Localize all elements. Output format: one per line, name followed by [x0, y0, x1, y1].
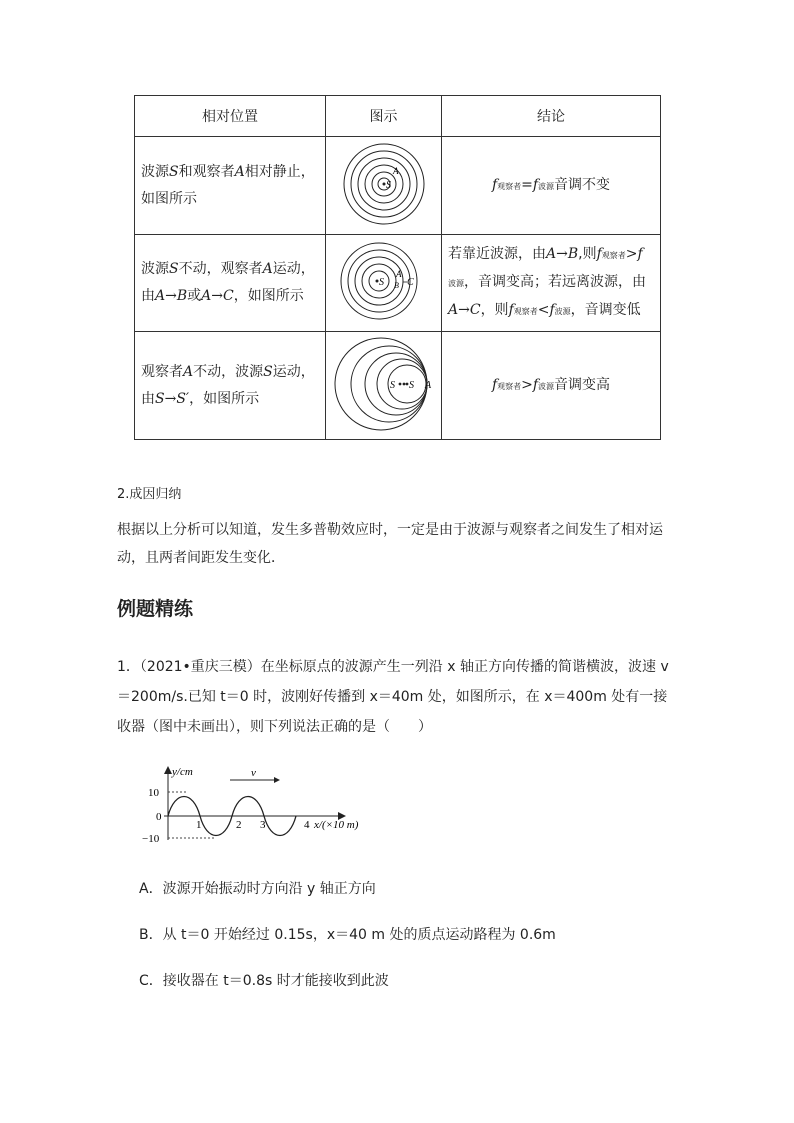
option-c	[139, 966, 389, 996]
text: >f	[625, 246, 643, 262]
text: ，如图所示	[233, 288, 304, 304]
text: ，音调变高；若远离波源，由	[464, 274, 646, 290]
text: ，如图所示	[189, 390, 260, 407]
table-row	[135, 332, 661, 440]
x-tick-3: 3	[260, 819, 266, 831]
text: 观察者	[497, 381, 522, 391]
question-number: 1．	[117, 659, 140, 675]
option-a	[139, 874, 376, 904]
option-label: A．	[139, 881, 163, 897]
text: S	[263, 363, 273, 380]
text: 波源	[141, 261, 169, 277]
text: 音调变高	[554, 376, 611, 393]
option-text: 接收器在 t＝0.8s 时才能接收到此波	[162, 973, 389, 989]
x-tick-4: 4	[304, 819, 310, 831]
source-s-label: S	[389, 379, 395, 391]
y-tick-0: 0	[156, 811, 162, 823]
x-tick-2: 2	[236, 819, 242, 831]
text: 和观察者	[178, 163, 235, 180]
row3-conclusion	[442, 332, 661, 440]
text: 相对静止，	[244, 163, 315, 180]
concentric-waves-static-diagram	[339, 139, 429, 229]
row1-diagram	[326, 137, 442, 235]
row2-description	[135, 235, 326, 332]
table-header-row	[135, 96, 661, 137]
text: ，则	[480, 302, 509, 318]
header-conclusion: 结论	[442, 96, 661, 137]
observer-a-label: A	[395, 269, 401, 279]
text: A→B	[155, 288, 188, 304]
y-axis-label: y/cm	[172, 766, 193, 778]
option-label: C．	[139, 973, 163, 989]
source-s-label: S	[385, 179, 391, 191]
question-text: （2021•重庆三模）在坐标原点的波源产生一列沿 x 轴正方向传播的简谐横波，波速 v＝200m/s.已知 t＝0 时，波刚好传播到 x＝40m 处，如图所示，在 x＝400m 处有一接收器（图中未画出），则下列说法正确的是（ ）	[117, 659, 669, 735]
observer-a-label: A	[424, 379, 431, 391]
y-tick-10: 10	[148, 787, 159, 799]
text: =	[521, 176, 533, 193]
text: 运动，	[272, 261, 315, 277]
concentric-waves-moving-observer-diagram	[339, 236, 429, 326]
header-diagram: 图示	[326, 96, 442, 137]
text: <f	[537, 302, 555, 318]
text: A	[183, 363, 194, 380]
text: A→B	[546, 246, 579, 262]
example-heading: 例题精练	[117, 598, 194, 620]
text: A	[262, 261, 273, 277]
x-axis-label: x/(×10 m)	[314, 819, 359, 831]
source-s-prime-label: S	[408, 379, 414, 391]
text: S	[169, 163, 179, 180]
text: S	[169, 261, 179, 277]
observer-a-label: A	[392, 165, 398, 176]
point-c-label: C	[406, 277, 414, 288]
text: 不动，波源	[193, 363, 264, 380]
option-text: 波源开始振动时方向沿 y 轴正方向	[162, 881, 376, 897]
row1-description	[135, 137, 326, 235]
text: 运动，	[272, 363, 315, 380]
text: 由	[141, 390, 155, 407]
row3-description	[135, 332, 326, 440]
row2-conclusion	[442, 235, 661, 332]
text: 波源	[554, 307, 571, 316]
row2-diagram	[326, 235, 442, 332]
option-b	[139, 920, 556, 950]
y-axis-arrow-icon	[164, 766, 172, 774]
text: f	[532, 176, 539, 193]
option-text: 从 t＝0 开始经过 0.15s，x＝40 m 处的质点运动路程为 0.6m	[162, 927, 556, 943]
wave-graph	[138, 766, 378, 846]
section-2-body: 根据以上分析可以知道，发生多普勒效应时，一定是由于波源与观察者之间发生了相对运动，且两者间距发生变化．	[117, 522, 663, 566]
section-2-title: 2.成因归纳	[117, 487, 182, 502]
velocity-arrow-icon	[274, 777, 280, 783]
text: 若靠近波源，由	[448, 246, 546, 262]
text: 观察者	[601, 251, 626, 260]
text: >f	[521, 376, 539, 393]
text: f	[491, 176, 498, 193]
text: f	[596, 246, 602, 262]
row1-conclusion	[442, 137, 661, 235]
header-relative-position: 相对位置	[135, 96, 326, 137]
text: 或	[187, 288, 202, 304]
row3-diagram	[326, 332, 442, 440]
option-label: B．	[139, 927, 163, 943]
text: 波源	[538, 381, 555, 391]
text: 观察者	[497, 181, 522, 191]
doppler-table	[134, 95, 661, 440]
text: 由	[141, 288, 155, 304]
text: A	[234, 163, 245, 180]
text: ，音调变低	[570, 302, 641, 318]
question-1	[117, 652, 677, 742]
x-tick-1: 1	[196, 819, 202, 831]
text: 观察者	[141, 363, 183, 380]
eccentric-waves-moving-source-diagram	[334, 334, 434, 434]
text: f	[508, 302, 514, 318]
y-tick-neg10: −10	[142, 833, 160, 845]
velocity-label: v	[251, 767, 256, 779]
text: ,则	[578, 246, 597, 262]
text: 波源	[141, 163, 169, 180]
text: 波源	[448, 279, 464, 288]
text: 观察者	[513, 307, 538, 316]
source-s-label: S	[378, 277, 384, 288]
text: 不动，观察者	[178, 261, 263, 277]
point-b-label: B	[393, 281, 399, 290]
table-row	[135, 235, 661, 332]
text: 波源	[538, 181, 555, 191]
text: f	[491, 376, 498, 393]
text: A→C	[448, 302, 481, 318]
table-row	[135, 137, 661, 235]
text: 音调不变	[554, 176, 611, 193]
text: S→S′	[155, 390, 190, 407]
text: A→C	[201, 288, 234, 304]
text: 如图所示	[141, 190, 197, 207]
